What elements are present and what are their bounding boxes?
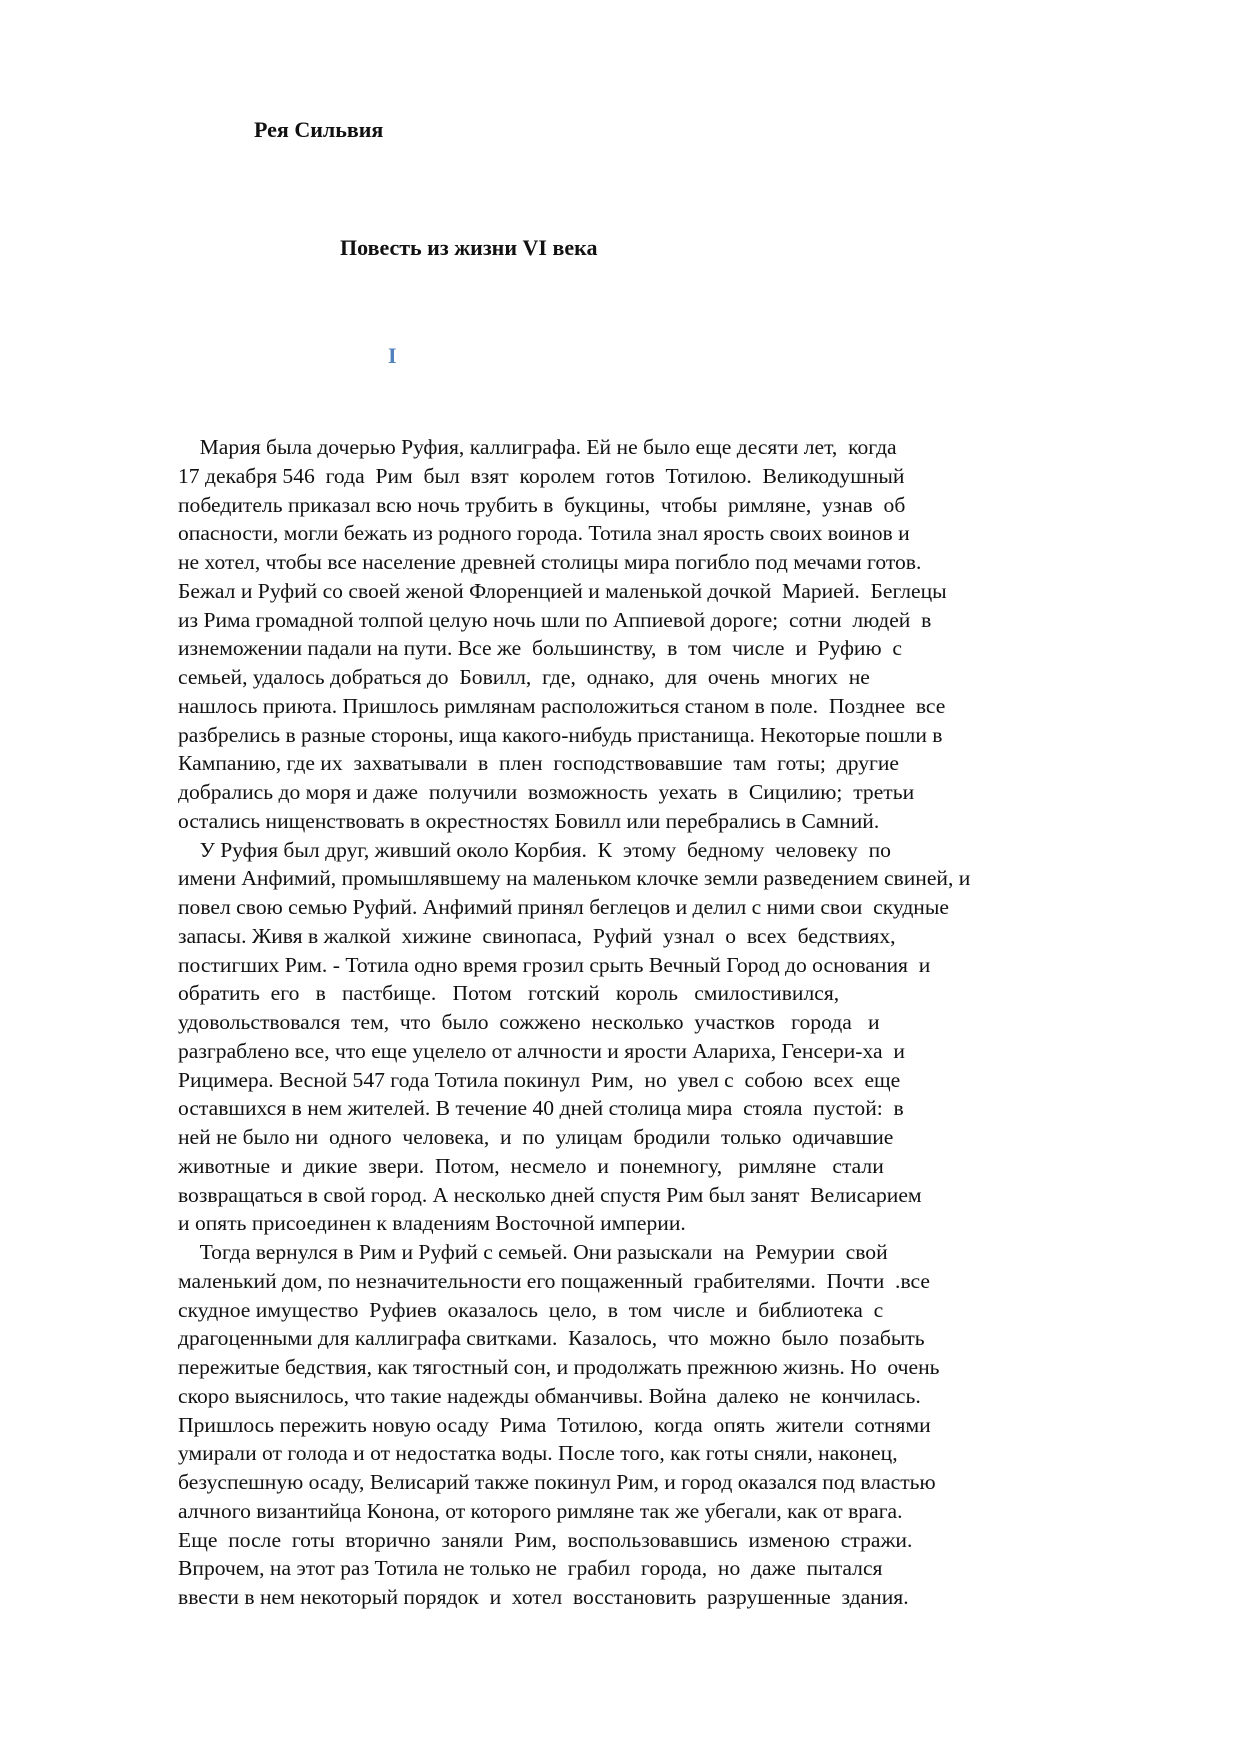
text-line: ней не было ни одного человека, и по улицам бродили только одичавшие xyxy=(178,1125,894,1149)
text-line: У Руфия был друг, живший около Корбия. К этому бедному человеку по xyxy=(178,837,891,862)
text-line: из Рима громадной толпой целую ночь шли по Аппиевой дороге; сотни людей в xyxy=(178,607,932,632)
text-line: опасности, могли бежать из родного города. Тотила знал ярость своих воинов и xyxy=(178,521,910,546)
text-line: Мария была дочерью Руфия, каллиграфа. Ей не было еще десяти лет, когда xyxy=(178,435,897,459)
text-line: победитель приказал всю ночь трубить в букцины, чтобы римляне, узнав об xyxy=(178,492,906,517)
text-line: Еще после готы вторично заняли Рим, воспользовавшись изменою стражи. xyxy=(178,1527,913,1552)
text-line: добрались до моря и даже получили возможность уехать в Сицилию; третьи xyxy=(178,780,915,804)
document-subtitle: Повесть из жизни VI века xyxy=(340,235,598,260)
text-line: постигших Рим. - Тотила одно время грозил срыть Вечный Город до основания и xyxy=(178,952,931,977)
text-line: маленький дом, по незначительности его пощаженный грабителями. Почти .все xyxy=(178,1268,930,1293)
text-line: и опять присоединен к владениям Восточной империи. xyxy=(178,1211,686,1236)
text-line: Впрочем, на этот раз Тотила не только не грабил города, но даже пытался xyxy=(178,1556,883,1581)
text-line: скудное имущество Руфиев оказалось цело, в том числе и библиотека с xyxy=(178,1297,884,1322)
text-line: скоро выяснилось, что такие надежды обманчивы. Война далеко не кончилась. xyxy=(178,1383,921,1408)
body-text xyxy=(178,433,1208,1612)
text-line: нашлось приюта. Пришлось римлянам расположиться станом в поле. Позднее все xyxy=(178,693,946,718)
text-line: Кампанию, где их захватывали в плен господствовавшие там готы; другие xyxy=(178,751,900,776)
text-line: имени Анфимий, промышлявшему на маленьком клочке земли разведением свиней, и xyxy=(178,866,971,891)
text-line: семьей, удалось добраться до Бовилл, где, однако, для очень многих не xyxy=(178,665,870,689)
text-line: умирали от голода и от недостатка воды. После того, как готы сняли, наконец, xyxy=(178,1441,898,1466)
text-line: Пришлось пережить новую осаду Рима Тотилою, когда опять жители сотнями xyxy=(178,1412,931,1437)
text-line: Рицимера. Весной 547 года Тотила покинул Рим, но увел с собою всех еще xyxy=(178,1067,901,1092)
text-line: Тогда вернулся в Рим и Руфий с семьей. Они разыскали на Ремурии свой xyxy=(178,1240,888,1264)
text-line: не хотел, чтобы все население древней столицы мира погибло под мечами готов. xyxy=(178,550,922,574)
document-title: Рея Сильвия xyxy=(254,117,384,142)
text-line: Бежал и Руфий со своей женой Флоренцией и маленькой дочкой Марией. Беглецы xyxy=(178,578,947,603)
text-line: запасы. Живя в жалкой хижине свинопаса, Руфий узнал о всех бедствиях, xyxy=(178,923,896,948)
text-line: повел свою семью Руфий. Анфимий принял беглецов и делил с ними свои скудные xyxy=(178,895,949,919)
text-line: удовольствовался тем, что было сожжено несколько участков города и xyxy=(178,1010,880,1034)
text-line: пережитые бедствия, как тягостный сон, и продолжать прежнюю жизнь. Но очень xyxy=(178,1355,940,1379)
text-line: остались нищенствовать в окрестностях Бовилл или перебрались в Самний. xyxy=(178,808,880,833)
text-line: обратить его в пастбище. Потом готский король смилостивился, xyxy=(178,981,840,1006)
text-line: безуспешную осаду, Велисарий также покинул Рим, и город оказался под властью xyxy=(178,1470,936,1494)
text-line: разграблено все, что еще уцелело от алчности и ярости Алариха, Генсери-ха и xyxy=(178,1038,905,1063)
text-line: возвращаться в свой город. А несколько дней спустя Рим был занят Велисарием xyxy=(178,1182,922,1207)
text-line: алчного византийца Конона, от которого римляне так же убегали, как от врага. xyxy=(178,1498,903,1523)
chapter-heading: I xyxy=(388,343,397,368)
text-line: оставшихся в нем жителей. В течение 40 дней столица мира стояла пустой: в xyxy=(178,1096,904,1121)
text-line: изнеможении падали на пути. Все же большинству, в том числе и Руфию с xyxy=(178,636,903,661)
text-line: драгоценными для каллиграфа свитками. Казалось, что можно было позабыть xyxy=(178,1326,925,1351)
text-line: разбрелись в разные стороны, ища какого-нибудь пристанища. Некоторые пошли в xyxy=(178,722,943,747)
text-line: животные и дикие звери. Потом, несмело и понемногу, римляне стали xyxy=(178,1153,884,1178)
text-line: ввести в нем некоторый порядок и хотел восстановить разрушенные здания. xyxy=(178,1585,909,1609)
text-line: 17 декабря 546 года Рим был взят королем готов Тотилою. Великодушный xyxy=(178,463,905,488)
